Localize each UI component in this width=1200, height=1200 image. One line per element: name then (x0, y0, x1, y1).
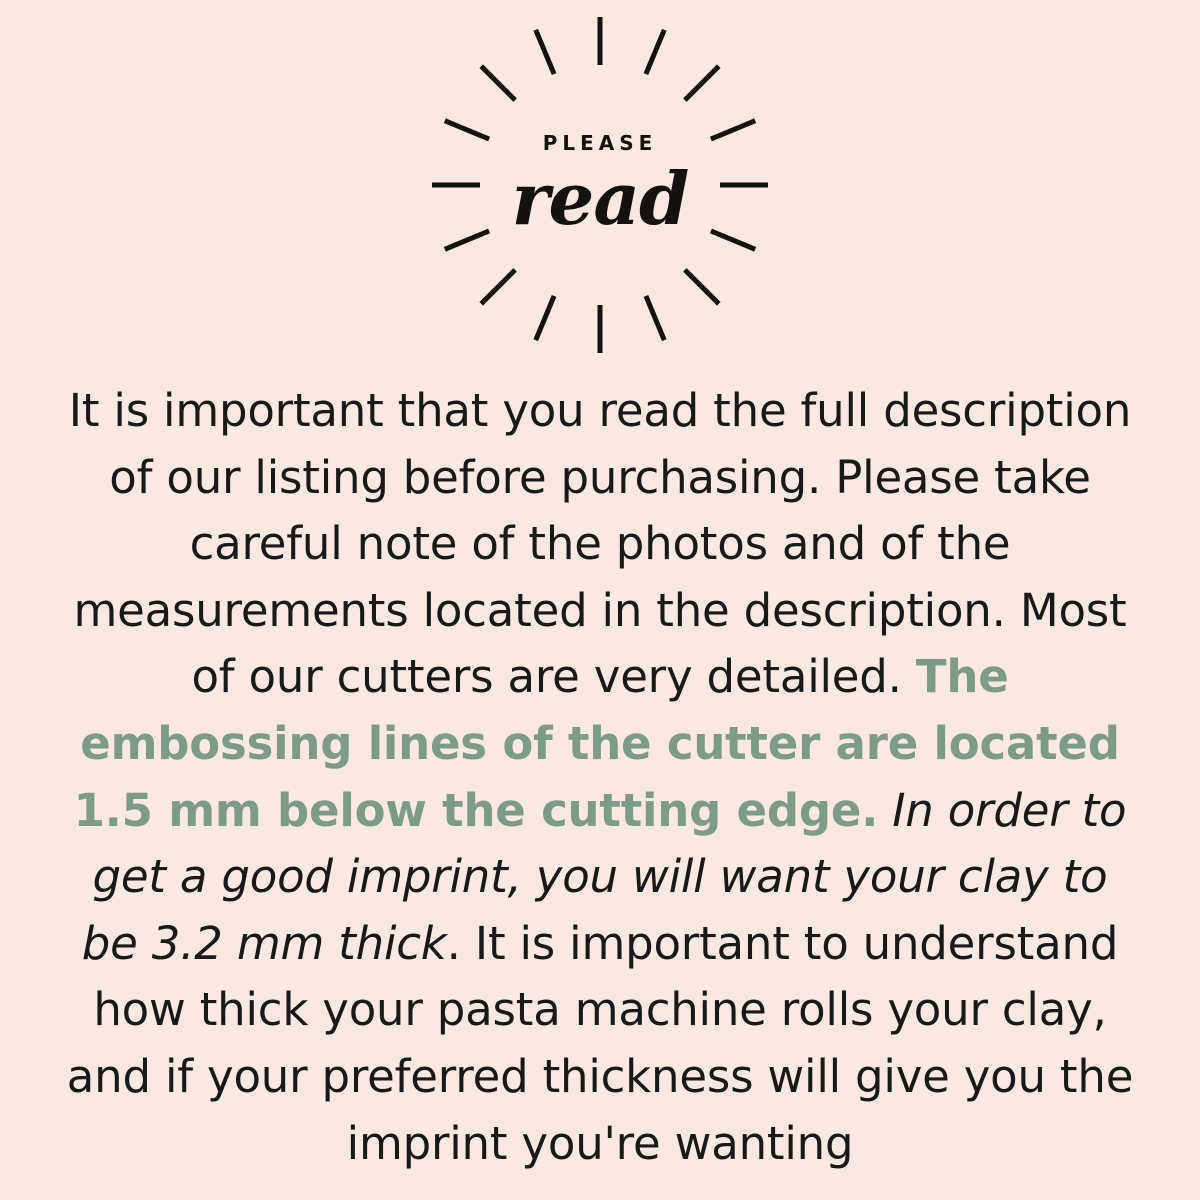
paragraph-segment-italic: In order to get a good imprint, you will want your clay to be 3.2 mm thick (81, 783, 1127, 970)
sunburst-rays-icon (0, 0, 1200, 370)
paragraph-segment-intro: It is important that you read the full description of our listing before purchasing. Please take careful note of the photos and of the measurements located in the description. Most of our cutters are very detailed. (68, 384, 1132, 704)
paragraph-segment-outro: . It is important to understand how thick your pasta machine rolls your clay, and if your preferred thickness will give you the imprint you're wanting (66, 916, 1134, 1170)
please-read-badge (0, 0, 1200, 370)
description-paragraph (58, 378, 1142, 1177)
paragraph-segment-highlight: The embossing lines of the cutter are located 1.5 mm below the cutting edge. (73, 650, 1120, 837)
badge-word: read (511, 155, 689, 241)
body-section (0, 370, 1200, 1177)
badge-kicker: PLEASE (542, 130, 658, 155)
